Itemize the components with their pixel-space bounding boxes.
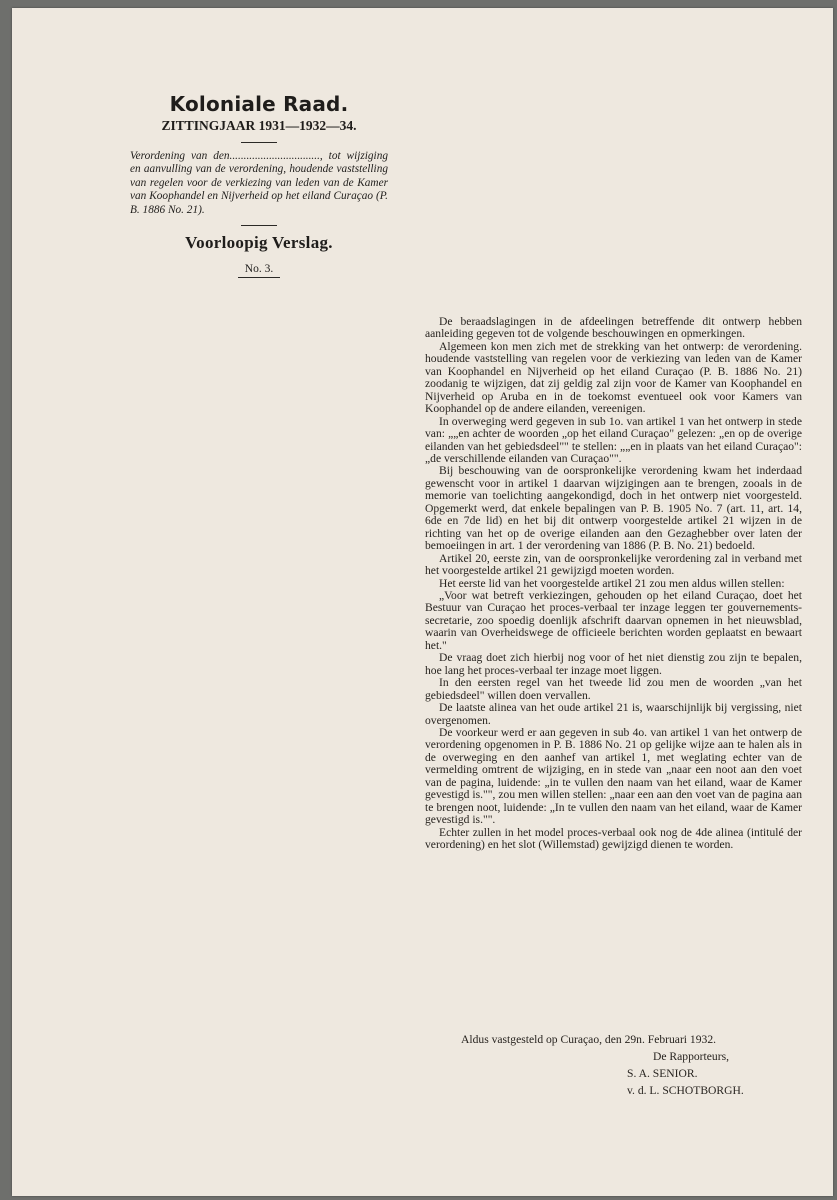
- report-body: [425, 316, 802, 851]
- header-divider: [241, 142, 277, 143]
- body-paragraph: „Voor wat betreft verkiezingen, gehouden op het eiland Curaçao, doet het Bestuur van Curaçao het proces-verbaal ter inzage leggen ter gouvernements-secretarie, zoo spoedig doenlijk afschrift daarvan opnemen in het nieuwsblad, waarin van Overheidswege de officieele berichten worden geplaatst en bewaart het.": [425, 588, 802, 652]
- signatory-schotborgh: v. d. L. SCHOTBORGH.: [627, 1084, 744, 1097]
- body-paragraph: Artikel 20, eerste zin, van de oorspronkelijke verordening zal in verband met het voorgestelde artikel 21 gewijzigd moeten worden.: [425, 551, 802, 578]
- report-number: No. 3.: [244, 263, 274, 276]
- closing-line: Aldus vastgesteld op Curaçao, den 29n. Februari 1932.: [461, 1033, 717, 1046]
- body-paragraph: De vraag doet zich hierbij nog voor of het niet dienstig zou zijn te bepalen, hoe lang het proces-verbaal ter inzage moet liggen.: [425, 651, 802, 677]
- signoff-block: [425, 1031, 802, 1099]
- report-number-rule: [238, 277, 280, 278]
- body-paragraph: Algemeen kon men zich met de strekking van het ontwerp: de verordening. houdende vaststelling van regelen voor de verkiezing van leden van de Kamer van Koophandel en Nijverheid op het eiland Curaçao (P. B. 1886 No. 21) zoodanig te wijzigen, dat zij geldig zal zijn voor de Kamer van Koophandel en Nijverheid op Aruba en in de toekomst eventueel ook voor Kamers van Koophandel op de andere eilanden, vereenigen.: [425, 339, 802, 416]
- body-paragraph: De beraadslagingen in de afdeelingen betreffende dit ontwerp hebben aanleiding gegeven tot de volgende beschouwingen en opmerkingen.: [425, 315, 802, 341]
- document-page: [12, 8, 833, 1196]
- rapporteurs-label: De Rapporteurs,: [653, 1050, 729, 1063]
- ordinance-subject: Verordening van den................................, tot wijziging en aanvulling van de verordening, houdende vaststelling van regelen voor de verkiezing van leden van de Kamer van Koophandel en Nijverheid op het eiland Curaçao (P. B. 1886 No. 21).: [130, 150, 388, 216]
- body-paragraph: De voorkeur werd er aan gegeven in sub 4o. van artikel 1 van het ontwerp de verordening opgenomen in P. B. 1886 No. 21 op gelijke wijze aan te halen als in de overweging en den aanhef van artikel 1, met weglating echter van de vermelding omtrent de wijziging, en in stede van „naar een noot aan den voet van de pagina, luidende: „in te vullen den naam van het eiland, waar de Kamer gevestigd is."", zou men willen stellen: „naar een aan den voet van de pagina aan te brengen noot, luidende: „In te vullen den naam van het eiland, waar de Kamer gevestigd is."".: [425, 725, 802, 827]
- body-paragraph: Echter zullen in het model proces-verbaal ook nog de 4de alinea (intitulé der verordening) en het slot (Willemstad) gewijzigd dienen te worden.: [425, 825, 802, 852]
- body-paragraph: In den eersten regel van het tweede lid zou men de woorden „van het gebiedsdeel" willen doen vervallen.: [425, 676, 802, 702]
- report-header: [130, 92, 388, 278]
- session-year: ZITTINGJAAR 1931—1932—34.: [161, 118, 357, 133]
- report-title: Voorloopig Verslag.: [185, 233, 333, 253]
- body-paragraph: Het eerste lid van het voorgestelde artikel 21 zou men aldus willen stellen:: [439, 576, 785, 590]
- council-title: Koloniale Raad.: [169, 92, 349, 116]
- body-paragraph: In overweging werd gegeven in sub 1o. van artikel 1 van het ontwerp in stede van: „„en achter de woorden „op het eiland Curaçao" gelezen: „en op de overige eilanden van het gebiedsdeel"" te stellen: „„en in plaats van het eiland Curaçao": „de verschillende eilanden van Curaçao"".: [425, 414, 802, 465]
- subject-divider: [241, 225, 277, 226]
- signatory-senior: S. A. SENIOR.: [627, 1067, 698, 1080]
- body-paragraph: De laatste alinea van het oude artikel 21 is, waarschijnlijk bij vergissing, niet overgenomen.: [425, 701, 802, 727]
- body-paragraph: Bij beschouwing van de oorspronkelijke verordening kwam het inderdaad gewenscht voor in artikel 1 daarvan wijzigingen aan te brengen, zooals in de memorie van toelichting aangekondigd, doch in het ontwerp niet voorgesteld. Opgemerkt werd, dat enkele bepalingen van P. B. 1905 No. 7 (art. 11, art. 14, 6de en 7de lid) en het bij dit ontwerp voorgestelde artikel 21 wijzen in de richting van het op de overige eilanden aan den Gezaghebber over laten der bemoeiingen in art. 1 der verordening van 1886 (P. B. No. 21) bedoeld.: [425, 464, 802, 553]
